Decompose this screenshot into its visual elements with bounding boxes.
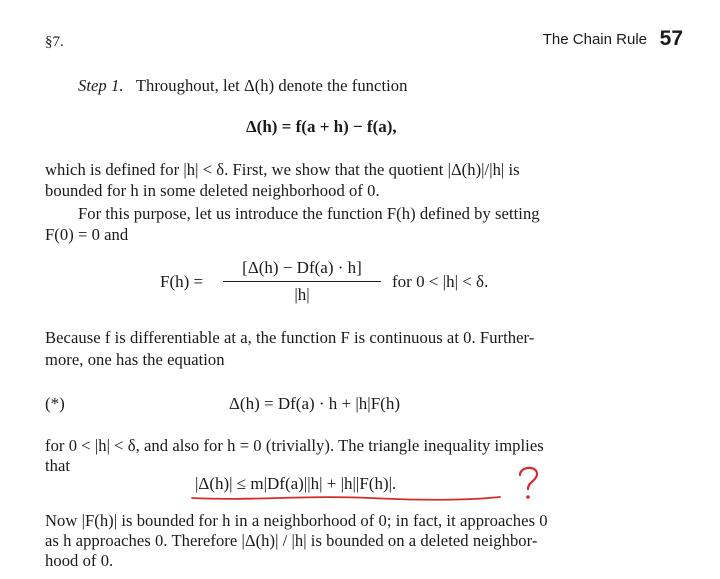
equation-delta: Δ(h) = f(a + h) − f(a), — [246, 117, 397, 136]
paragraph-5-line-2: as h approaches 0. Therefore |Δ(h)| / |h| is bounded on a deleted neighbor- — [45, 531, 538, 550]
equation-tag: (*) — [45, 394, 65, 413]
fraction-denominator: |h| — [294, 285, 310, 304]
paragraph-4-line-2: that — [45, 456, 71, 475]
paragraph-4-line-1: for 0 < |h| < δ, and also for h = 0 (trivially). The triangle inequality implies — [45, 436, 544, 455]
paragraph-3-line-1: Because f is differentiable at a, the function F is continuous at 0. Further- — [45, 328, 535, 347]
paragraph-1-line-2: bounded for h in some deleted neighborhood of 0. — [45, 181, 380, 200]
fraction-numerator: [Δ(h) − Df(a) · h] — [223, 258, 381, 282]
paragraph-3-line-2: more, one has the equation — [45, 350, 225, 369]
red-underline-annotation — [190, 493, 502, 503]
section-number: §7. — [45, 34, 64, 50]
step-text: Throughout, let Δ(h) denote the function — [135, 76, 408, 95]
running-title: The Chain Rule — [542, 31, 647, 48]
paragraph-2-line-2: F(0) = 0 and — [45, 225, 129, 244]
equation-F-fraction — [223, 258, 381, 305]
step-line — [78, 76, 407, 96]
paragraph-2-line-1: For this purpose, let us introduce the function F(h) defined by setting — [78, 204, 540, 223]
equation-F-condition: for 0 < |h| < δ. — [392, 272, 489, 291]
equation-F-lhs: F(h) = — [160, 272, 204, 291]
triangle-inequality: |Δ(h)| ≤ m|Df(a)||h| + |h||F(h)|. — [195, 474, 397, 493]
red-question-mark-annotation — [515, 464, 543, 502]
paragraph-5-line-1: Now |F(h)| is bounded for h in a neighborhood of 0; in fact, it approaches 0 — [45, 511, 548, 530]
step-label: Step 1. — [78, 76, 124, 95]
equation-star: Δ(h) = Df(a) · h + |h|F(h) — [229, 394, 400, 413]
paragraph-5-line-3: hood of 0. — [45, 551, 114, 570]
paragraph-1-line-1: which is defined for |h| < δ. First, we show that the quotient |Δ(h)|/|h| is — [45, 160, 520, 179]
page-number: 57 — [659, 27, 683, 50]
